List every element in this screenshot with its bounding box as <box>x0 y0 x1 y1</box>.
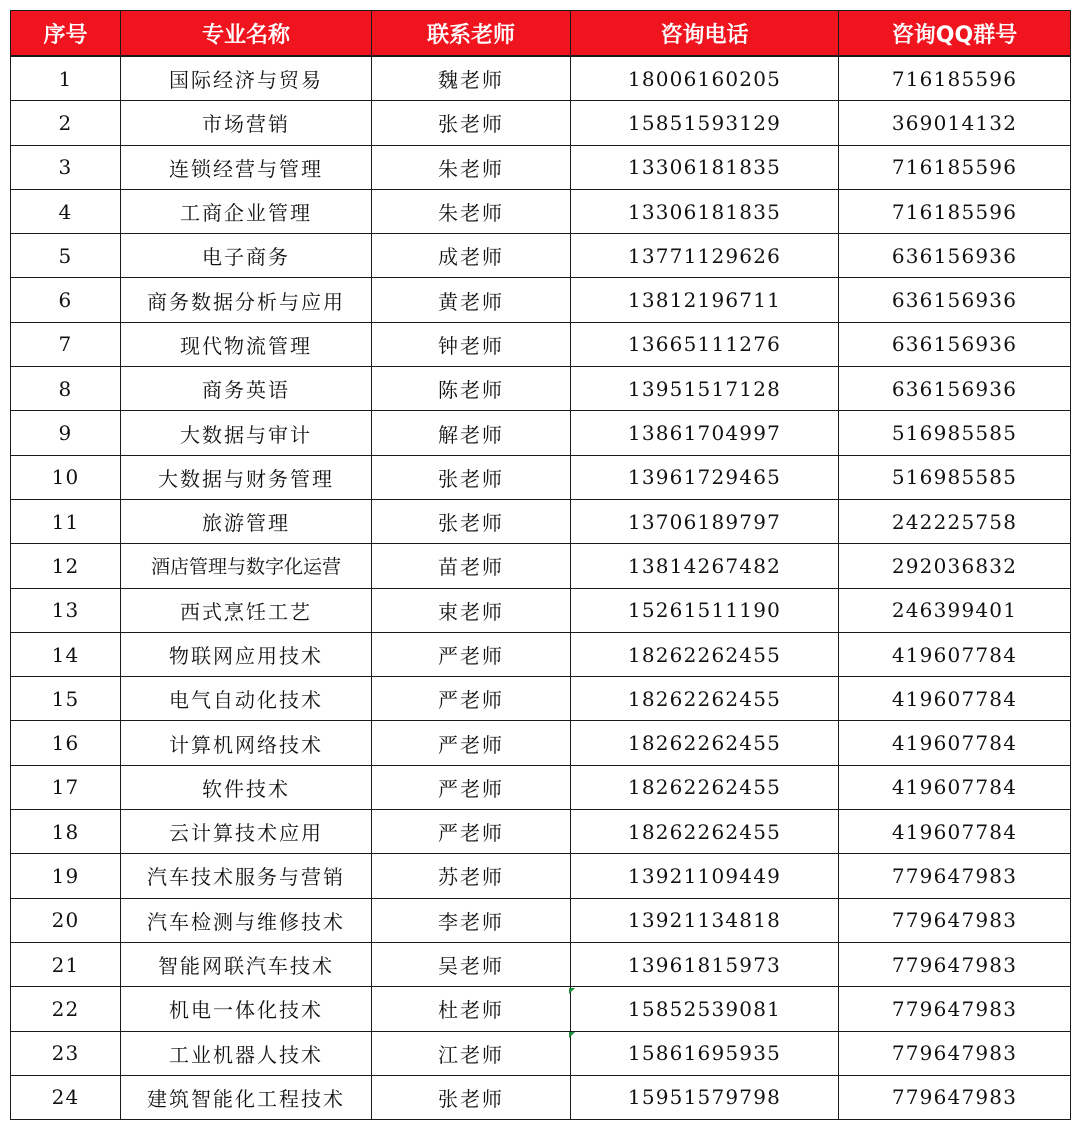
cell-teacher: 解老师 <box>372 411 571 455</box>
cell-major: 西式烹饪工艺 <box>121 588 372 632</box>
cell-phone: 13306181835 <box>571 145 839 189</box>
cell-phone: 13306181835 <box>571 189 839 233</box>
cell-qq: 242225758 <box>839 499 1071 543</box>
header-major: 专业名称 <box>121 11 372 57</box>
cell-qq: 419607784 <box>839 677 1071 721</box>
table-row <box>11 278 1071 322</box>
cell-no: 20 <box>11 898 121 942</box>
cell-no: 15 <box>11 677 121 721</box>
cell-no: 11 <box>11 499 121 543</box>
cell-qq: 779647983 <box>839 898 1071 942</box>
table-row <box>11 455 1071 499</box>
cell-major: 连锁经营与管理 <box>121 145 372 189</box>
table-row <box>11 544 1071 588</box>
cell-major: 电气自动化技术 <box>121 677 372 721</box>
cell-phone: 13665111276 <box>571 322 839 366</box>
cell-qq: 636156936 <box>839 367 1071 411</box>
cell-no: 22 <box>11 987 121 1031</box>
cell-phone: 18262262455 <box>571 721 839 765</box>
cell-major: 大数据与财务管理 <box>121 455 372 499</box>
table-row <box>11 942 1071 986</box>
cell-phone: 15261511190 <box>571 588 839 632</box>
cell-major: 大数据与审计 <box>121 411 372 455</box>
cell-no: 23 <box>11 1031 121 1075</box>
cell-major: 工业机器人技术 <box>121 1031 372 1075</box>
cell-no: 13 <box>11 588 121 632</box>
cell-qq: 716185596 <box>839 189 1071 233</box>
cell-qq: 636156936 <box>839 278 1071 322</box>
cell-major: 汽车检测与维修技术 <box>121 898 372 942</box>
cell-no: 16 <box>11 721 121 765</box>
header-teacher: 联系老师 <box>372 11 571 57</box>
table-row <box>11 367 1071 411</box>
table-row <box>11 987 1071 1031</box>
cell-teacher: 朱老师 <box>372 189 571 233</box>
cell-phone: 13961815973 <box>571 942 839 986</box>
cell-no: 17 <box>11 765 121 809</box>
cell-qq: 419607784 <box>839 721 1071 765</box>
table-row <box>11 322 1071 366</box>
cell-phone: 13706189797 <box>571 499 839 543</box>
table-row <box>11 499 1071 543</box>
cell-error-marker <box>569 988 575 994</box>
cell-qq: 636156936 <box>839 322 1071 366</box>
cell-major: 建筑智能化工程技术 <box>121 1075 372 1119</box>
cell-qq: 419607784 <box>839 632 1071 676</box>
cell-no: 18 <box>11 810 121 854</box>
cell-teacher: 江老师 <box>372 1031 571 1075</box>
cell-teacher: 吴老师 <box>372 942 571 986</box>
header-phone: 咨询电话 <box>571 11 839 57</box>
table-body <box>11 56 1071 1120</box>
table-row <box>11 588 1071 632</box>
cell-no: 4 <box>11 189 121 233</box>
cell-qq: 636156936 <box>839 234 1071 278</box>
cell-phone: 18262262455 <box>571 632 839 676</box>
cell-qq: 292036832 <box>839 544 1071 588</box>
cell-qq: 516985585 <box>839 455 1071 499</box>
cell-major: 汽车技术服务与营销 <box>121 854 372 898</box>
cell-teacher: 张老师 <box>372 455 571 499</box>
cell-no: 1 <box>11 56 121 101</box>
cell-teacher: 张老师 <box>372 101 571 145</box>
cell-no: 10 <box>11 455 121 499</box>
cell-teacher: 魏老师 <box>372 56 571 101</box>
cell-teacher: 苗老师 <box>372 544 571 588</box>
cell-major: 商务数据分析与应用 <box>121 278 372 322</box>
cell-teacher: 束老师 <box>372 588 571 632</box>
cell-phone: 13814267482 <box>571 544 839 588</box>
cell-major: 酒店管理与数字化运营 <box>121 544 372 588</box>
cell-teacher: 严老师 <box>372 721 571 765</box>
cell-phone: 18006160205 <box>571 56 839 101</box>
table-row <box>11 56 1071 101</box>
cell-phone: 13951517128 <box>571 367 839 411</box>
header-no: 序号 <box>11 11 121 57</box>
table-row <box>11 101 1071 145</box>
cell-teacher: 陈老师 <box>372 367 571 411</box>
table-row <box>11 632 1071 676</box>
cell-no: 5 <box>11 234 121 278</box>
cell-qq: 779647983 <box>839 1075 1071 1119</box>
cell-teacher: 成老师 <box>372 234 571 278</box>
cell-phone: 15861695935 <box>571 1031 839 1075</box>
cell-major: 市场营销 <box>121 101 372 145</box>
table-row <box>11 810 1071 854</box>
cell-major: 现代物流管理 <box>121 322 372 366</box>
cell-qq: 779647983 <box>839 1031 1071 1075</box>
cell-teacher: 严老师 <box>372 810 571 854</box>
cell-teacher: 严老师 <box>372 677 571 721</box>
cell-no: 12 <box>11 544 121 588</box>
cell-no: 6 <box>11 278 121 322</box>
cell-teacher: 张老师 <box>372 1075 571 1119</box>
cell-no: 2 <box>11 101 121 145</box>
cell-major: 旅游管理 <box>121 499 372 543</box>
table-row <box>11 854 1071 898</box>
cell-major: 国际经济与贸易 <box>121 56 372 101</box>
cell-no: 7 <box>11 322 121 366</box>
cell-teacher: 李老师 <box>372 898 571 942</box>
cell-no: 24 <box>11 1075 121 1119</box>
cell-phone: 15951579798 <box>571 1075 839 1119</box>
cell-qq: 779647983 <box>839 854 1071 898</box>
cell-major: 软件技术 <box>121 765 372 809</box>
cell-phone: 15852539081 <box>571 987 839 1031</box>
cell-major: 商务英语 <box>121 367 372 411</box>
cell-phone: 13861704997 <box>571 411 839 455</box>
cell-teacher: 杜老师 <box>372 987 571 1031</box>
table-row <box>11 1031 1071 1075</box>
cell-phone: 15851593129 <box>571 101 839 145</box>
cell-qq: 419607784 <box>839 810 1071 854</box>
cell-phone: 13771129626 <box>571 234 839 278</box>
contact-table <box>10 10 1071 1120</box>
cell-major: 云计算技术应用 <box>121 810 372 854</box>
cell-major: 物联网应用技术 <box>121 632 372 676</box>
cell-major: 智能网联汽车技术 <box>121 942 372 986</box>
cell-qq: 716185596 <box>839 56 1071 101</box>
cell-error-marker <box>569 1032 575 1038</box>
table-row <box>11 189 1071 233</box>
header-row <box>11 11 1071 57</box>
cell-qq: 779647983 <box>839 987 1071 1031</box>
cell-no: 19 <box>11 854 121 898</box>
cell-phone: 18262262455 <box>571 765 839 809</box>
cell-teacher: 张老师 <box>372 499 571 543</box>
cell-teacher: 严老师 <box>372 765 571 809</box>
cell-phone: 13921109449 <box>571 854 839 898</box>
cell-qq: 369014132 <box>839 101 1071 145</box>
contact-sheet <box>10 10 1070 1120</box>
cell-major: 机电一体化技术 <box>121 987 372 1031</box>
cell-teacher: 朱老师 <box>372 145 571 189</box>
cell-major: 工商企业管理 <box>121 189 372 233</box>
table-row <box>11 1075 1071 1119</box>
cell-qq: 779647983 <box>839 942 1071 986</box>
cell-phone: 18262262455 <box>571 677 839 721</box>
cell-major: 电子商务 <box>121 234 372 278</box>
table-row <box>11 721 1071 765</box>
cell-phone: 13921134818 <box>571 898 839 942</box>
table-row <box>11 765 1071 809</box>
table-row <box>11 411 1071 455</box>
cell-phone: 13812196711 <box>571 278 839 322</box>
table-row <box>11 677 1071 721</box>
cell-major: 计算机网络技术 <box>121 721 372 765</box>
cell-teacher: 严老师 <box>372 632 571 676</box>
cell-qq: 716185596 <box>839 145 1071 189</box>
cell-phone: 13961729465 <box>571 455 839 499</box>
header-qq: 咨询QQ群号 <box>839 11 1071 57</box>
cell-qq: 516985585 <box>839 411 1071 455</box>
table-row <box>11 234 1071 278</box>
cell-no: 8 <box>11 367 121 411</box>
cell-teacher: 黄老师 <box>372 278 571 322</box>
cell-teacher: 钟老师 <box>372 322 571 366</box>
cell-qq: 419607784 <box>839 765 1071 809</box>
cell-no: 9 <box>11 411 121 455</box>
cell-phone: 18262262455 <box>571 810 839 854</box>
table-row <box>11 898 1071 942</box>
cell-teacher: 苏老师 <box>372 854 571 898</box>
cell-qq: 246399401 <box>839 588 1071 632</box>
cell-no: 3 <box>11 145 121 189</box>
table-row <box>11 145 1071 189</box>
cell-no: 14 <box>11 632 121 676</box>
cell-no: 21 <box>11 942 121 986</box>
